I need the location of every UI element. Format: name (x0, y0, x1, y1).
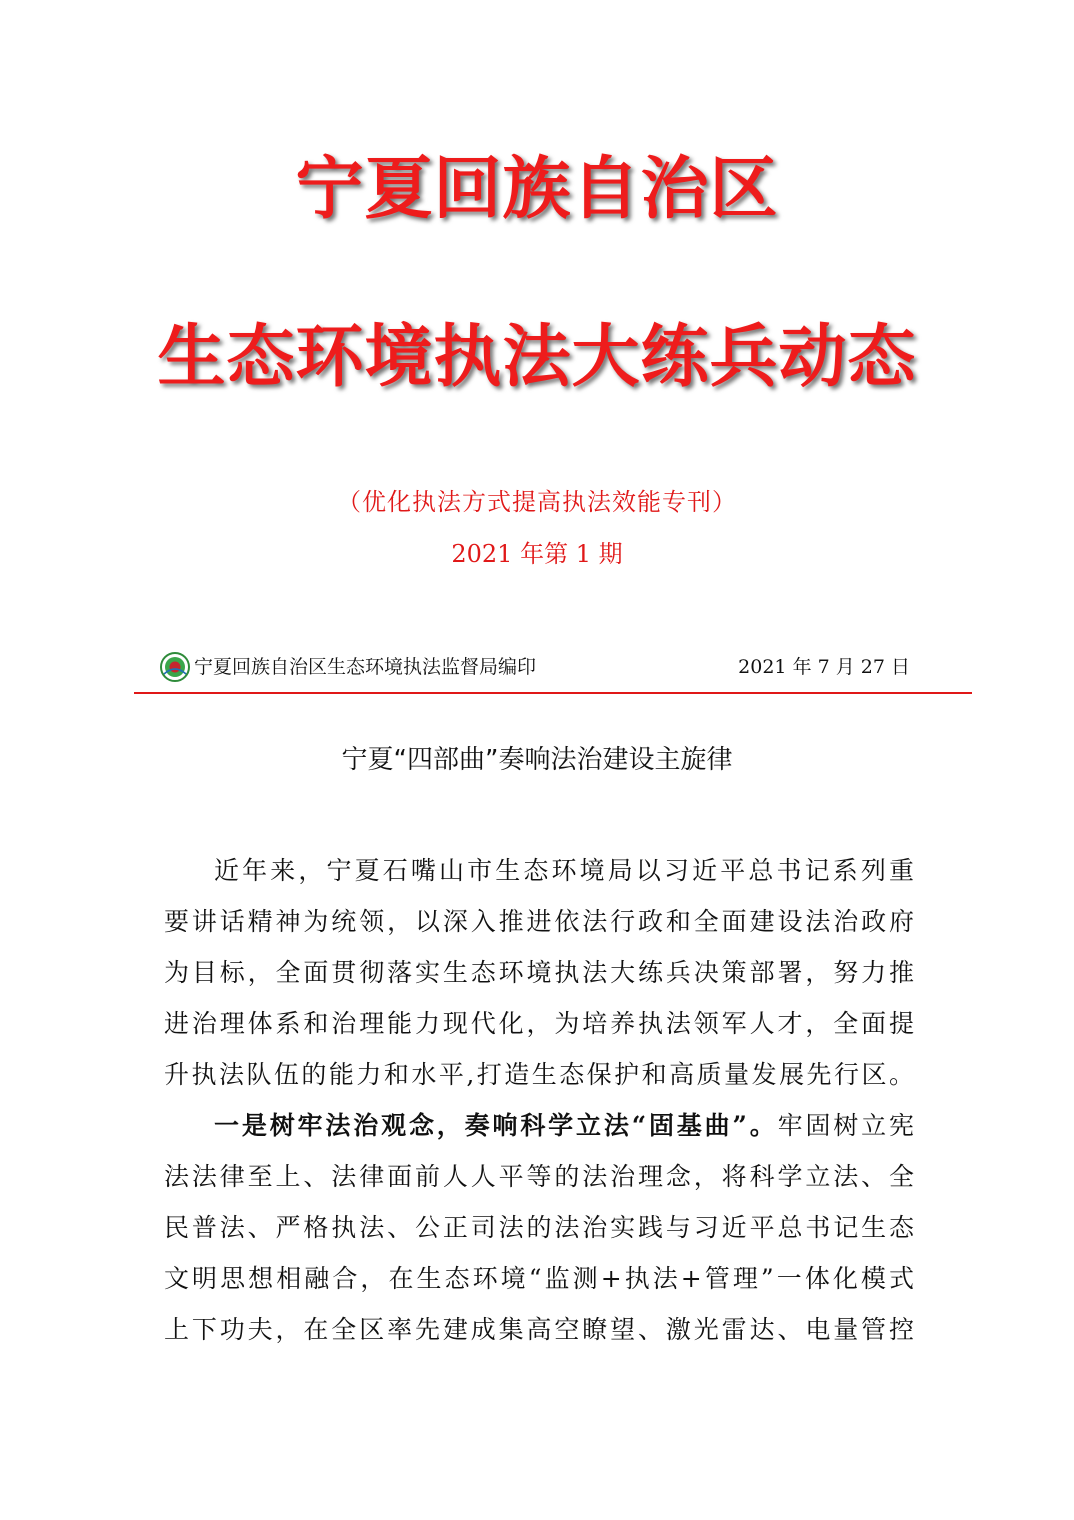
masthead-title-line2: 生态环境执法大练兵动态 (157, 318, 917, 397)
issuer-name: 宁夏回族自治区生态环境执法监督局编印 (194, 656, 537, 678)
publish-date: 2021 年 7 月 27 日 (738, 656, 910, 678)
paragraph-line: 文明思想相融合，在生态环境“监测+执法+管理”一体化模式 (164, 1264, 914, 1293)
paragraph-line: 进治理体系和治理能力现代化，为培养执法领军人才，全面提 (164, 1009, 914, 1038)
article-body (164, 845, 914, 1355)
paragraph-text: 牢固树立宪 (777, 1111, 914, 1140)
paragraph-line: 升执法队伍的能力和水平,打造生态保护和高质量发展先行区。 (164, 1060, 914, 1089)
environment-emblem-icon (160, 652, 190, 682)
paragraph-line: 近年来，宁夏石嘴山市生态环境局以习近平总书记系列重 (214, 856, 914, 885)
header-divider (134, 692, 972, 694)
paragraph-line: 上下功夫，在全区率先建成集高空瞭望、激光雷达、电量管控 (164, 1315, 914, 1344)
article-title: 宁夏“四部曲”奏响法治建设主旋律 (341, 745, 733, 775)
paragraph-line: 要讲话精神为统领，以深入推进依法行政和全面建设法治政府 (164, 907, 914, 936)
paragraph-line: 为目标，全面贯彻落实生态环境执法大练兵决策部署，努力推 (164, 958, 914, 987)
issuer-row (160, 650, 910, 684)
special-issue-label: （优化执法方式提高执法效能专刊） (337, 488, 737, 516)
paragraph-line: 民普法、严格执法、公正司法的法治实践与习近平总书记生态 (164, 1213, 914, 1242)
paragraph-line (164, 1100, 914, 1151)
issue-number: 2021 年第 1 期 (451, 540, 623, 568)
masthead-title-line1: 宁夏回族自治区 (295, 150, 779, 229)
paragraph-line: 法法律至上、法律面前人人平等的法治理念，将科学立法、全 (164, 1162, 914, 1191)
section-heading-inline: 一是树牢法治观念，奏响科学立法“固基曲”。 (214, 1111, 778, 1140)
